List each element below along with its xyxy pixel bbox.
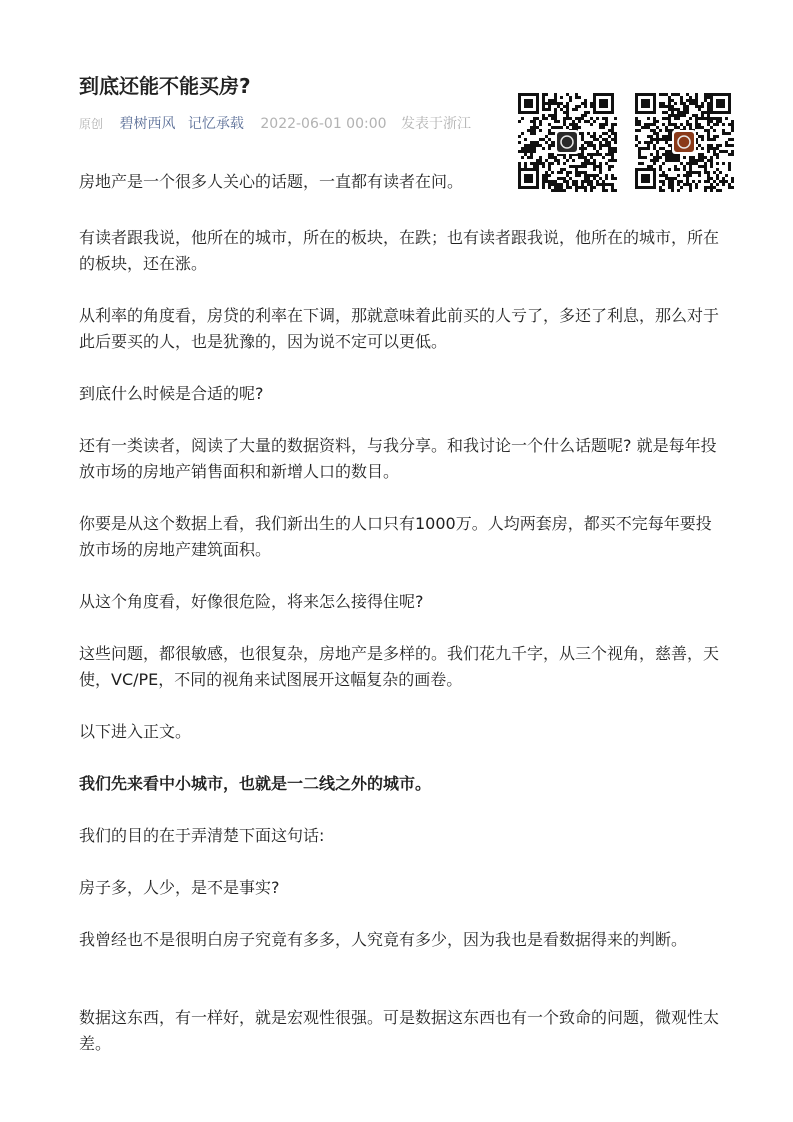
account-link[interactable]: 记忆承载: [187, 116, 244, 132]
article-paragraph: 从利率的角度看，房贷的利率在下调，那就意味着此前买的人亏了，多还了利息，那么对于此后要买的人，也是犹豫的，因为说不定可以更低。: [79, 306, 720, 351]
article-paragraph: 你要是从这个数据上看，我们新出生的人口只有1000万。人均两套房，都买不完每年要投放市场的房地产建筑面积。: [79, 514, 712, 559]
article-paragraph: 有读者跟我说，他所在的城市，所在的板块，在跌；也有读者跟我说，他所在的城市，所在的板块，还在涨。: [79, 228, 720, 273]
article-paragraph: 房地产是一个很多人关心的话题，一直都有读者在问。: [79, 172, 464, 191]
article-paragraph: [79, 771, 719, 797]
article-paragraph: 从这个角度看，好像很危险，将来怎么接得住呢?: [79, 592, 424, 611]
article-paragraph: 房子多，人少，是不是事实?: [79, 878, 280, 897]
article-paragraph: 到底什么时候是合适的呢?: [79, 384, 264, 403]
article-meta: [79, 114, 471, 134]
article-title: 到底还能不能买房?: [79, 74, 251, 98]
article-paragraph: 这些问题，都很敏感，也很复杂，房地产是多样的。我们花九千字，从三个视角，慈善，天使，VC/PE，不同的视角来试图展开这幅复杂的画卷。: [79, 644, 720, 689]
author-link[interactable]: 碧树西风: [119, 116, 176, 132]
publish-date: 2022-06-01 00:00: [260, 116, 387, 132]
article-paragraph: 我曾经也不是很明白房子究竟有多多，人究竟有多少，因为我也是看数据得来的判断。: [79, 930, 688, 949]
bold-paragraph-text: 我们先来看中小城市，也就是一二线之外的城市。: [79, 774, 432, 793]
article-paragraph: 数据这东西，有一样好，就是宏观性很强。可是数据这东西也有一个致命的问题，微观性太差。: [79, 1008, 720, 1053]
original-badge: 原创: [79, 117, 104, 131]
article-paragraph: 我们的目的在于弄清楚下面这句话:: [79, 826, 325, 845]
article-paragraph: 以下进入正文。: [79, 722, 192, 741]
article-paragraph: 还有一类读者，阅读了大量的数据资料，与我分享。和我讨论一个什么话题呢? 就是每年投放市场的房地产销售面积和新增人口的数目。: [79, 436, 717, 481]
publish-location: 发表于浙江: [401, 116, 471, 132]
